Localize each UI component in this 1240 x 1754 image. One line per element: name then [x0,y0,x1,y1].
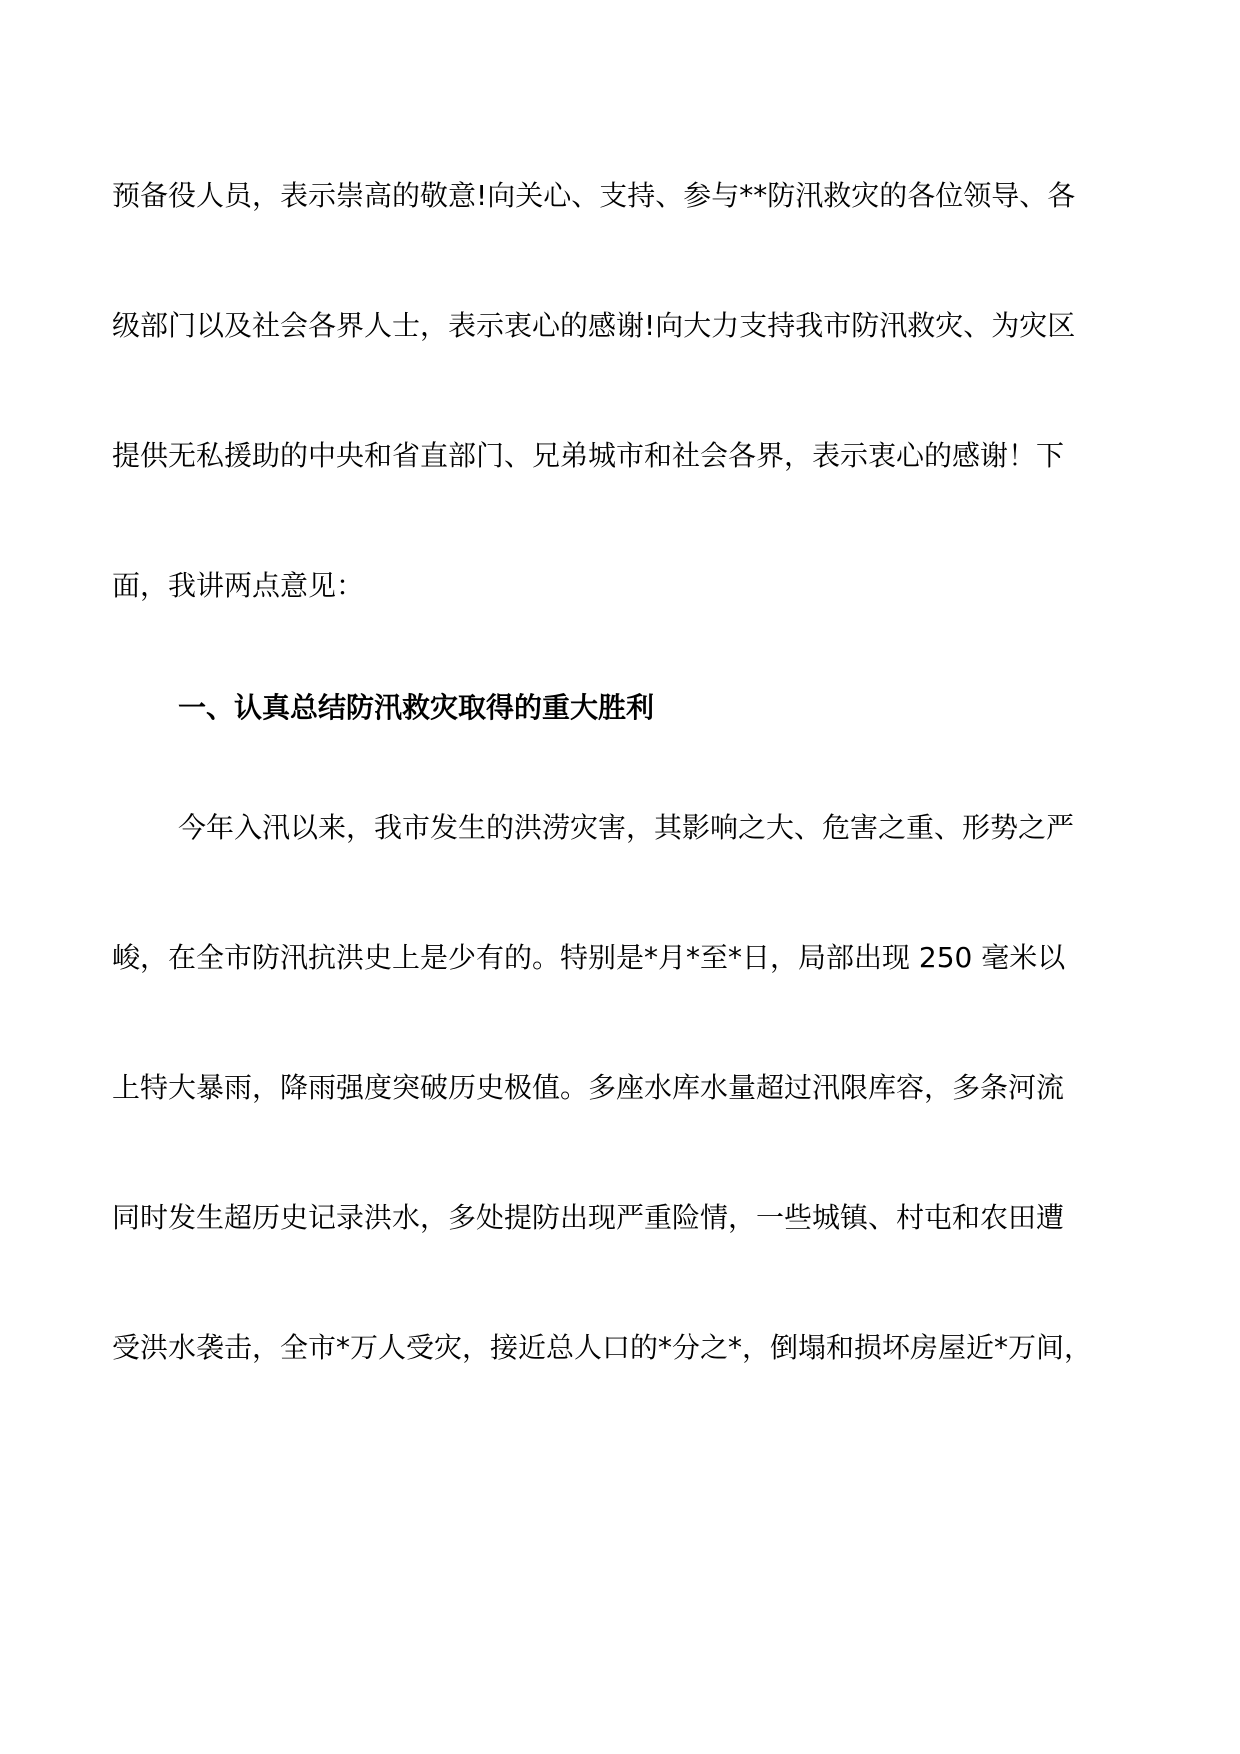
text-line: 预备役人员，表示崇高的敬意!向关心、支持、参与**防汛救灾的各位领导、各 [112,179,1076,212]
paragraph-line: 同时发生超历史记录洪水，多处提防出现严重险情，一些城镇、村屯和农田遭 [112,1201,1065,1234]
text-line: 面，我讲两点意见： [112,569,365,602]
paragraph-line: 今年入汛以来，我市发生的洪涝灾害，其影响之大、危害之重、形势之严 [178,811,1075,844]
paragraph-line: 峻，在全市防汛抗洪史上是少有的。特别是*月*至*日，局部出现 250 毫米以 [112,941,1066,974]
section-heading: 一、认真总结防汛救灾取得的重大胜利 [178,691,655,724]
text-line: 提供无私援助的中央和省直部门、兄弟城市和社会各界，表示衷心的感谢！下 [112,439,1065,472]
paragraph-line: 上特大暴雨，降雨强度突破历史极值。多座水库水量超过汛限库容，多条河流 [112,1071,1065,1104]
text-line: 级部门以及社会各界人士，表示衷心的感谢!向大力支持我市防汛救灾、为灾区 [112,309,1076,342]
paragraph-line: 受洪水袭击，全市*万人受灾，接近总人口的*分之*，倒塌和损坏房屋近*万间， [112,1331,1093,1364]
